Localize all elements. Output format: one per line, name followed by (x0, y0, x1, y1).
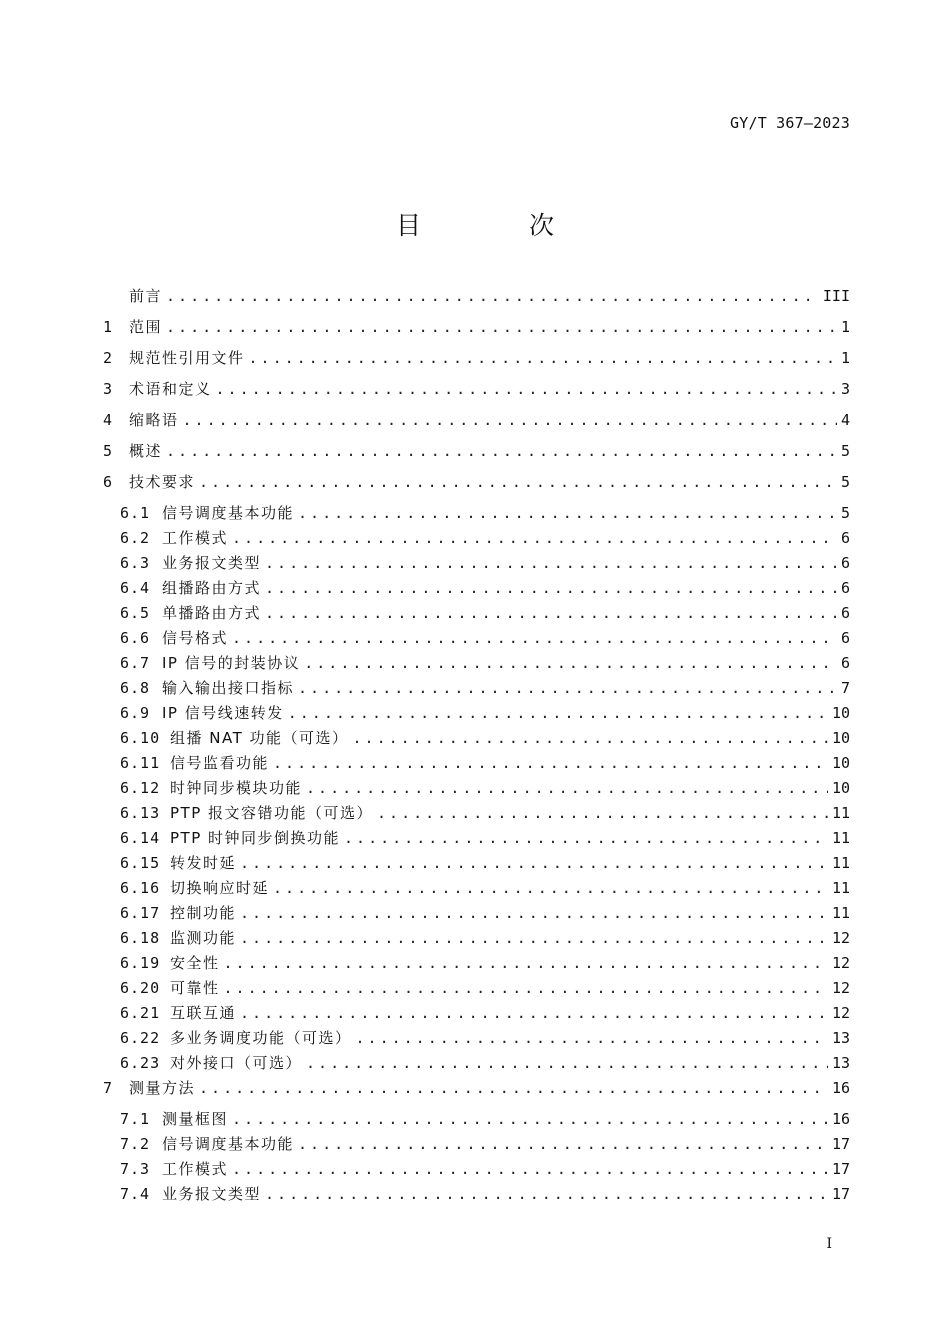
toc-dot-leader (273, 878, 828, 898)
toc-dot-leader (240, 1003, 828, 1023)
toc-dot-leader (224, 978, 828, 998)
toc-entry-title: 工作模式 (162, 1160, 229, 1178)
toc-entry-title: 规范性引用文件 (129, 349, 245, 367)
toc-entry-title: 前言 (129, 287, 163, 305)
toc-entry-number: 4 (103, 411, 114, 429)
toc-dot-leader (240, 853, 828, 873)
toc-entry-title: 组播 NAT 功能（可选） (170, 729, 349, 747)
toc-entry-title: 转发时延 (170, 854, 237, 872)
toc-dot-leader (265, 603, 837, 623)
toc-entry-title: 信号监看功能 (170, 754, 270, 772)
toc-entry-title: 测量方法 (129, 1079, 196, 1097)
toc-entry-number: 7.3 (120, 1160, 151, 1178)
toc-dot-leader (265, 1184, 828, 1204)
page-title: 目 次 (396, 211, 604, 240)
toc-dot-leader (232, 1159, 828, 1179)
standard-code: GY/T 367—2023 (730, 114, 850, 132)
toc-entry-number: 6.20 (120, 979, 161, 997)
toc-entry-title: 业务报文类型 (162, 1185, 262, 1203)
toc-dot-leader (166, 441, 837, 461)
toc-entry-page: 10 (831, 704, 850, 722)
toc-entry-title: 工作模式 (162, 529, 229, 547)
toc-entry[interactable] (103, 678, 850, 703)
toc-entry-page: 1 (840, 318, 850, 336)
toc-entry-page: 5 (840, 473, 850, 491)
toc-entry[interactable] (103, 953, 850, 978)
toc-entry-number: 6.16 (120, 879, 161, 897)
toc-entry[interactable] (103, 1078, 850, 1109)
toc-entry-number: 6.3 (120, 554, 151, 572)
toc-entry-page: 7 (840, 679, 850, 697)
toc-entry-page: 11 (831, 879, 850, 897)
toc-entry[interactable] (103, 1159, 850, 1184)
toc-dot-leader (249, 348, 837, 368)
toc-entry-number: 6.1 (120, 504, 151, 522)
toc-dot-leader (377, 803, 828, 823)
toc-entry[interactable] (103, 441, 850, 472)
toc-entry-title: 时钟同步模块功能 (170, 779, 303, 797)
toc-entry-number: 6 (103, 473, 114, 491)
toc-dot-leader (304, 653, 837, 673)
toc-entry[interactable] (103, 628, 850, 653)
toc-entry[interactable] (103, 803, 850, 828)
toc-entry-title: 技术要求 (129, 473, 196, 491)
toc-entry[interactable] (103, 828, 850, 853)
toc-entry-page: 17 (831, 1160, 850, 1178)
toc-entry[interactable] (103, 578, 850, 603)
toc-entry[interactable] (103, 1109, 850, 1134)
toc-entry-title: PTP 时钟同步倒换功能 (170, 829, 341, 847)
toc-entry-page: 6 (840, 604, 850, 622)
toc-dot-leader (298, 678, 837, 698)
toc-dot-leader (298, 1134, 828, 1154)
toc-entry[interactable] (103, 286, 850, 317)
toc-entry-page: 12 (831, 929, 850, 947)
toc-entry-title: 输入输出接口指标 (162, 679, 295, 697)
toc-entry-number: 6.7 (120, 654, 151, 672)
toc-entry-page: 5 (840, 504, 850, 522)
toc-entry[interactable] (103, 928, 850, 953)
toc-dot-leader (199, 472, 837, 492)
toc-entry-number: 6.19 (120, 954, 161, 972)
toc-entry-page: 6 (840, 554, 850, 572)
toc-entry-title: 业务报文类型 (162, 554, 262, 572)
toc-dot-leader (232, 1109, 828, 1129)
toc-entry-number: 6.9 (120, 704, 151, 722)
toc-entry-page: 6 (840, 579, 850, 597)
toc-entry-page: 11 (831, 804, 850, 822)
toc-entry-number: 6.6 (120, 629, 151, 647)
toc-entry-number: 6.23 (120, 1054, 161, 1072)
toc-entry-page: 6 (840, 629, 850, 647)
toc-entry-number: 2 (103, 349, 114, 367)
toc-entry[interactable] (103, 1003, 850, 1028)
toc-entry-number: 7.2 (120, 1135, 151, 1153)
toc-entry-page: 12 (831, 979, 850, 997)
toc-entry-page: 5 (840, 442, 850, 460)
toc-entry[interactable] (103, 410, 850, 441)
toc-dot-leader (183, 410, 837, 430)
toc-entry-number: 6.14 (120, 829, 161, 847)
toc-entry-title: 信号调度基本功能 (162, 504, 295, 522)
toc-entry-page: 11 (831, 904, 850, 922)
toc-entry-number: 6.10 (120, 729, 161, 747)
toc-dot-leader (224, 953, 828, 973)
toc-dot-leader (240, 903, 828, 923)
toc-entry[interactable] (103, 728, 850, 753)
toc-entry-page: 13 (831, 1029, 850, 1047)
toc-dot-leader (288, 703, 828, 723)
toc-entry-page: 10 (831, 779, 850, 797)
toc-entry-title: 测量框图 (162, 1110, 229, 1128)
toc-dot-leader (232, 528, 837, 548)
toc-entry-number: 6.5 (120, 604, 151, 622)
toc-entry-title: 控制功能 (170, 904, 237, 922)
toc-entry[interactable] (103, 703, 850, 728)
toc-entry-number: 7 (103, 1079, 114, 1097)
toc-entry-title: 概述 (129, 442, 163, 460)
toc-dot-leader (232, 628, 837, 648)
table-of-contents (103, 286, 850, 1209)
toc-entry-page: 11 (831, 829, 850, 847)
toc-entry-page: 4 (840, 411, 850, 429)
toc-entry[interactable] (103, 978, 850, 1003)
toc-dot-leader (265, 578, 837, 598)
toc-entry-page: 17 (831, 1135, 850, 1153)
toc-entry[interactable] (103, 472, 850, 503)
toc-entry[interactable] (103, 503, 850, 528)
toc-dot-leader (344, 828, 828, 848)
toc-entry-number: 6.11 (120, 754, 161, 772)
toc-entry-page: 11 (831, 854, 850, 872)
toc-entry-title: 监测功能 (170, 929, 237, 947)
toc-dot-leader (265, 553, 837, 573)
toc-entry[interactable] (103, 553, 850, 578)
toc-dot-leader (166, 317, 837, 337)
toc-entry-page: 13 (831, 1054, 850, 1072)
toc-entry-number: 7.1 (120, 1110, 151, 1128)
toc-entry-number: 3 (103, 380, 114, 398)
toc-dot-leader (273, 753, 828, 773)
toc-entry-number: 7.4 (120, 1185, 151, 1203)
toc-entry-title: IP 信号线速转发 (162, 704, 284, 722)
toc-entry-title: 信号调度基本功能 (162, 1135, 295, 1153)
toc-entry-number: 6.2 (120, 529, 151, 547)
toc-entry-page: 16 (831, 1110, 850, 1128)
page-number: I (826, 1236, 832, 1252)
toc-entry-number: 6.17 (120, 904, 161, 922)
toc-entry-page: 10 (831, 729, 850, 747)
toc-entry-page: 17 (831, 1185, 850, 1203)
toc-dot-leader (216, 379, 837, 399)
toc-entry[interactable] (103, 1028, 850, 1053)
toc-entry-title: 切换响应时延 (170, 879, 270, 897)
toc-entry-number: 6.18 (120, 929, 161, 947)
toc-entry-title: IP 信号的封装协议 (162, 654, 301, 672)
toc-entry-title: 范围 (129, 318, 163, 336)
toc-dot-leader (199, 1078, 828, 1098)
toc-entry-title: 信号格式 (162, 629, 229, 647)
toc-entry-title: 单播路由方式 (162, 604, 262, 622)
toc-entry-number: 6.8 (120, 679, 151, 697)
toc-entry[interactable] (103, 853, 850, 878)
toc-entry-number: 6.4 (120, 579, 151, 597)
toc-entry-title: 互联互通 (170, 1004, 237, 1022)
toc-entry-title: 安全性 (170, 954, 220, 972)
toc-entry-title: 组播路由方式 (162, 579, 262, 597)
toc-entry-title: 可靠性 (170, 979, 220, 997)
toc-entry[interactable] (103, 1053, 850, 1078)
toc-entry-number: 6.12 (120, 779, 161, 797)
toc-entry[interactable] (103, 317, 850, 348)
toc-entry[interactable] (103, 379, 850, 410)
toc-entry[interactable] (103, 753, 850, 778)
toc-dot-leader (240, 928, 828, 948)
toc-entry-number: 1 (103, 318, 114, 336)
toc-entry-title: PTP 报文容错功能（可选） (170, 804, 374, 822)
toc-entry[interactable] (103, 1134, 850, 1159)
toc-entry-page: 10 (831, 754, 850, 772)
toc-entry-number: 6.15 (120, 854, 161, 872)
toc-entry-page: 3 (840, 380, 850, 398)
toc-entry[interactable] (103, 778, 850, 803)
toc-dot-leader (306, 1053, 828, 1073)
toc-entry-page: 12 (831, 1004, 850, 1022)
toc-dot-leader (298, 503, 837, 523)
toc-entry-title: 多业务调度功能（可选） (170, 1029, 352, 1047)
toc-entry[interactable] (103, 528, 850, 553)
toc-entry-page: III (822, 287, 850, 305)
toc-entry[interactable] (103, 1184, 850, 1209)
toc-dot-leader (356, 1028, 828, 1048)
toc-dot-leader (353, 728, 828, 748)
toc-dot-leader (306, 778, 828, 798)
toc-entry[interactable] (103, 653, 850, 678)
toc-entry-page: 12 (831, 954, 850, 972)
toc-entry[interactable] (103, 903, 850, 928)
toc-entry-number: 5 (103, 442, 114, 460)
toc-entry-page: 6 (840, 529, 850, 547)
toc-entry[interactable] (103, 603, 850, 628)
toc-entry-number: 6.22 (120, 1029, 161, 1047)
toc-entry-title: 缩略语 (129, 411, 179, 429)
toc-dot-leader (166, 286, 819, 306)
toc-entry-number: 6.13 (120, 804, 161, 822)
toc-entry-page: 1 (840, 349, 850, 367)
toc-entry[interactable] (103, 878, 850, 903)
toc-entry-page: 16 (831, 1079, 850, 1097)
toc-entry[interactable] (103, 348, 850, 379)
toc-entry-title: 对外接口（可选） (170, 1054, 303, 1072)
toc-entry-page: 6 (840, 654, 850, 672)
toc-entry-title: 术语和定义 (129, 380, 212, 398)
toc-entry-number: 6.21 (120, 1004, 161, 1022)
